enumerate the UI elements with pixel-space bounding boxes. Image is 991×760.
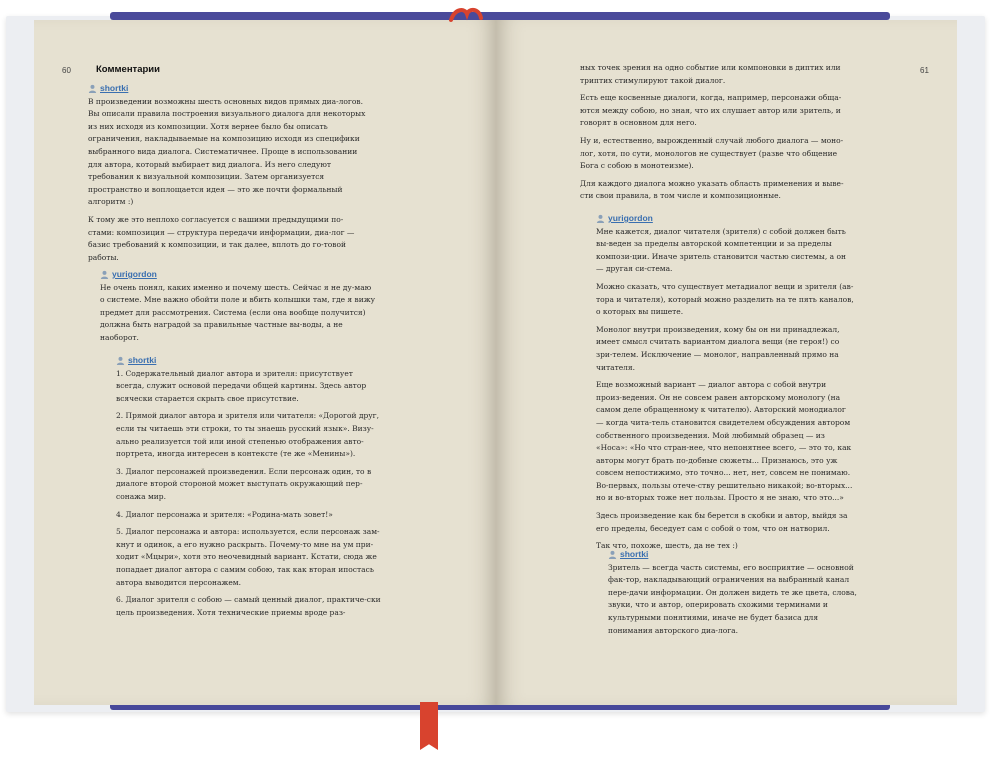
comment-paragraph: ных точек зрения на одно событие или компоновки в диптих или триптих стимулируют такой диалог. <box>580 63 841 85</box>
comment-author <box>596 212 854 225</box>
comment-paragraph: Зритель — всегда часть системы, его восприятие — основной фак-тор, накладывающий ограничения на выбранный канал пере-дачи информации. Он должен видеть те же цвета, слова, звуки, что и автор, оперировать схожими терминами и культурными понятиями, иначе не будет базиса для понимания авторского диа-лога. <box>608 562 857 635</box>
page-number-left: 60 <box>62 66 71 75</box>
author-link[interactable]: shortki <box>128 355 157 365</box>
comment-paragraph: К тому же это неплохо согласуется с вашими предыдущими по-стами: композиция — структура передачи информации, диа-лог — базис требований к композиции, и так далее, вплоть до го-товой работы. <box>88 214 355 262</box>
comment-paragraph: Здесь произведение как бы берется в скобки и автор, выйдя за его пределы, беседует сам с собой о том, что он натворил. <box>596 511 848 533</box>
book-spine-top <box>110 12 890 20</box>
author-link[interactable]: shortki <box>620 549 649 559</box>
bookmark-ribbon-top <box>447 6 485 24</box>
comment-author <box>116 354 382 367</box>
comment-shortki-2 <box>116 354 382 624</box>
comment-paragraph: 1. Содержательный диалог автора и зрителя: присутствует всегда, служит основой передачи общей картины. Здесь автор всячески старается скрыть свое присутствие. <box>116 368 367 403</box>
user-icon <box>100 270 109 279</box>
comment-paragraph: Можно сказать, что существует метадиалог вещи и зрителя (ав-тора и читателя), который можно разделить на те пять каналов, о которых вы пишете. <box>596 281 854 317</box>
comment-paragraph: 3. Диалог персонажей произведения. Если персонаж один, то в диалоге второй стороной может выступать окружающий пер-сонажа мир. <box>116 466 372 501</box>
comment-paragraph: Мне кажется, диалог читателя (зрителя) с собой должен быть вы-веден за пределы авторской компетенции и за пределы компози-ции. Иначе зритель становится частью системы, а он — другая си-стема. <box>596 226 846 274</box>
comment-paragraph: Так что, похоже, шесть, да не тех :) <box>596 541 738 551</box>
comment-paragraph: Монолог внутри произведения, кому бы он ни принадлежал, имеет смысл считать вариантом диалога вещи (не героя!) со зри-телем. Исключение — монолог, направленный прямо на читателя. <box>596 324 840 372</box>
section-heading: Комментарии <box>96 64 160 75</box>
author-link[interactable]: yurigordon <box>112 269 157 279</box>
user-icon <box>596 214 605 223</box>
comment-shortki-3 <box>608 548 860 642</box>
comment-shortki-1 <box>88 82 366 269</box>
comment-paragraph: 4. Диалог персонажа и зрителя: «Родина-мать зовет!» <box>116 509 333 519</box>
comment-paragraph: Еще возможный вариант — диалог автора с собой внутри произ-ведения. Он не совсем равен авторскому монологу (на самом деле обращенному к читателю). Авторский монодиалог — когда чита-тель становится свидетелем обсуждения автором собственного произведения. Мой любимый образец — из «Носа»: «Но что стран-нее, что непонятнее всего, — это то, как авторы могут брать по-добные сюжеты... Признаюсь, это уж совсем непостижимо, это точно... нет, нет, совсем не понимаю. Во-первых, пользы отече-ству решительно никакой; во-вторых... но и во-вторых тоже нет пользы. Просто я не знаю, что это...» <box>596 380 853 503</box>
comment-author <box>100 268 376 281</box>
comment-paragraph: 5. Диалог персонажа и автора: используется, если персонаж зам-кнут и одинок, а его нужно раскрыть. Почему-то мне на ум при-ходит «Мцыри», хотя это неочевидный вариант. Кстати, сюда же попадает диалог автора с самим собою, так как вторая ипостась автора выводится персонажем. <box>116 527 380 587</box>
author-link[interactable]: yurigordon <box>608 213 653 223</box>
comment-yurigordon-1 <box>100 268 376 350</box>
comment-continuation <box>580 62 852 208</box>
author-link[interactable]: shortki <box>100 83 129 93</box>
comment-paragraph: В произведении возможны шесть основных видов прямых диа-логов. Вы описали правила построения визуального диалога для некоторых из них исходя из композиции. Хотя вернее было бы описать ограничения, накладываемые на композицию исходя из специфики выбранного вида диалога. Систематичнее. Проще в использовании для автора, который выбирает вид диалога. Из него следуют требования к визуальной композиции. Затем организуется пространство и воплощается идея — это же почти формальный алгоритм :) <box>88 96 366 207</box>
left-page <box>34 20 496 705</box>
comment-paragraph: Есть еще косвенные диалоги, когда, например, персонажи обща-ются между собою, но зная, что их слушает автор или зритель, и говорят в основном для него. <box>580 93 842 128</box>
comment-author <box>608 548 860 561</box>
comment-paragraph: 2. Прямой диалог автора и зрителя или читателя: «Дорогой друг, если ты читаешь эти строки, то ты знаешь русский язык». Визу-ально реализуется той или иной степенью отображения авто-портрета, иногда интересен в контексте (те же «Менины»). <box>116 411 379 459</box>
comment-author <box>88 82 366 95</box>
comment-paragraph: Ну и, естественно, вырожденный случай любого диалога — моно-лог, хотя, по сути, монологов не существует (разве что общение Бога с собою в монотеизме). <box>580 135 844 171</box>
user-icon <box>88 84 97 93</box>
comment-paragraph: 6. Диалог зрителя с собою — самый ценный диалог, практиче-ски цель произведения. Хотя технические приемы вроде раз- <box>116 595 381 617</box>
right-page <box>496 20 957 705</box>
user-icon <box>608 550 617 559</box>
comment-paragraph: Для каждого диалога можно указать область применения и выве-сти свои правила, в том числе и композиционные. <box>580 178 844 201</box>
user-icon <box>116 356 125 365</box>
bookmark-ribbon[interactable] <box>420 702 438 750</box>
comment-paragraph: Не очень понял, каких именно и почему шесть. Сейчас я не ду-маю о системе. Мне важно обойти поле и вбить колышки там, где я вижу предмет для рассмотрения. Система (если она вообще получится) должна быть наградой за правильные частные вы-воды, а не наоборот. <box>100 282 376 342</box>
page-number-right: 61 <box>920 66 929 75</box>
comment-yurigordon-2 <box>596 212 854 558</box>
